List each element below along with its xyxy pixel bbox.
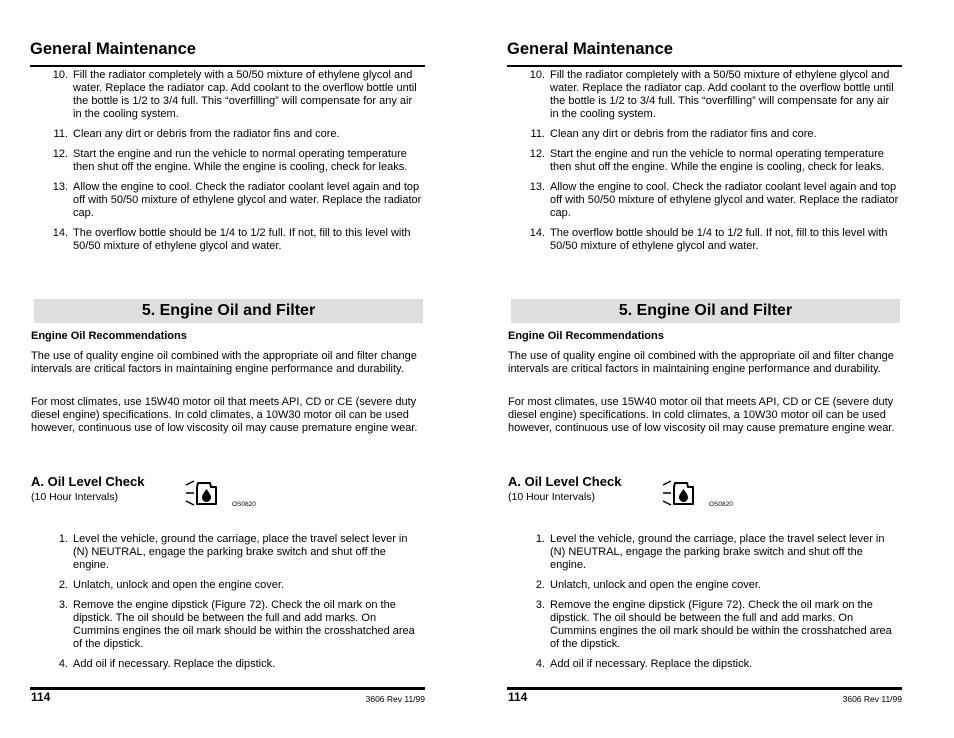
right-page — [507, 0, 902, 738]
step-number: 13. — [529, 181, 545, 193]
list-item — [30, 128, 425, 141]
document-revision: 3606 Rev 11/99 — [842, 694, 902, 704]
step-text: Allow the engine to cool. Check the radiator coolant level again and top off with 50/50 mixture of ethylene glycol and water. Replace the radiator cap. — [73, 181, 422, 219]
list-item — [507, 69, 902, 121]
engine-oil-icon — [662, 478, 696, 508]
list-item — [507, 579, 902, 592]
page-number: 114 — [31, 690, 51, 704]
step-number: 10. — [529, 69, 545, 81]
step-text: Level the vehicle, ground the carriage, place the travel select lever in (N) NEUTRAL, engage the parking brake switch and shut off the engine. — [550, 533, 885, 571]
procedure-title: A. Oil Level Check — [31, 474, 145, 489]
document-revision: 3606 Rev 11/99 — [365, 694, 425, 704]
header-rule — [507, 65, 902, 67]
section-title-band: 5. Engine Oil and Filter — [511, 299, 900, 323]
list-item — [507, 148, 902, 174]
step-number: 11. — [53, 128, 68, 140]
engine-oil-icon — [185, 478, 219, 508]
list-item — [507, 658, 902, 671]
interval-note: (10 Hour Intervals) — [508, 491, 595, 503]
list-item — [507, 181, 902, 220]
subsection-heading: Engine Oil Recommendations — [31, 330, 187, 342]
step-text: The overflow bottle should be 1/4 to 1/2 full. If not, fill to this level with 50/50 mixture of ethylene glycol and water. — [73, 227, 411, 252]
step-text: Clean any dirt or debris from the radiator fins and core. — [73, 128, 340, 140]
step-text: Allow the engine to cool. Check the radiator coolant level again and top off with 50/50 mixture of ethylene glycol and water. Replace the radiator cap. — [550, 181, 899, 219]
list-item — [507, 128, 902, 141]
section-title-band: 5. Engine Oil and Filter — [34, 299, 423, 323]
step-number: 1. — [58, 533, 68, 545]
step-number: 13. — [52, 181, 68, 193]
list-item — [30, 579, 425, 592]
list-item — [507, 599, 902, 651]
list-item — [507, 533, 902, 572]
oil-check-steps-list — [507, 533, 902, 678]
step-text: Fill the radiator completely with a 50/50 mixture of ethylene glycol and water. Replace the radiator cap. Add coolant to the overflow bottle until the bottle is 1/2 to 3/4 full. This “overfilling” will compensate for any air in the cooling system. — [550, 69, 894, 120]
oil-check-steps-list — [30, 533, 425, 678]
radiator-steps-list — [507, 69, 902, 260]
step-text: Start the engine and run the vehicle to normal operating temperature then shut off the engine. While the engine is cooling, check for leaks. — [550, 148, 885, 173]
step-text: Add oil if necessary. Replace the dipstick. — [550, 658, 753, 670]
step-number: 14. — [52, 227, 68, 239]
step-text: Clean any dirt or debris from the radiator fins and core. — [550, 128, 817, 140]
step-text: Start the engine and run the vehicle to normal operating temperature then shut off the engine. While the engine is cooling, check for leaks. — [73, 148, 408, 173]
procedure-title: A. Oil Level Check — [508, 474, 622, 489]
body-paragraph: The use of quality engine oil combined with the appropriate oil and filter change intervals are critical factors in maintaining engine performance and durability. — [508, 350, 894, 375]
step-text: Remove the engine dipstick (Figure 72). Check the oil mark on the dipstick. The oil should be between the full and add marks. On Cummins engines the oil mark should be within the crosshatched area of the dipstick. — [550, 599, 892, 650]
footer-rule — [30, 687, 425, 690]
list-item — [30, 658, 425, 671]
list-item — [30, 599, 425, 651]
left-page — [30, 0, 425, 738]
header-rule — [30, 65, 425, 67]
step-number: 12. — [529, 148, 545, 160]
step-number: 1. — [535, 533, 545, 545]
list-item — [30, 69, 425, 121]
step-number: 2. — [535, 579, 545, 591]
list-item — [507, 227, 902, 253]
step-text: Level the vehicle, ground the carriage, place the travel select lever in (N) NEUTRAL, engage the parking brake switch and shut off the engine. — [73, 533, 408, 571]
radiator-steps-list — [30, 69, 425, 260]
step-number: 14. — [529, 227, 545, 239]
body-paragraph: For most climates, use 15W40 motor oil that meets API, CD or CE (severe duty diesel engine) specifications. In cold climates, a 10W30 motor oil can be used however, continuous use of low viscosity oil may cause premature engine wear. — [508, 396, 895, 434]
footer-rule — [507, 687, 902, 690]
step-number: 11. — [530, 128, 545, 140]
step-number: 4. — [58, 658, 68, 670]
list-item — [30, 148, 425, 174]
subsection-heading: Engine Oil Recommendations — [508, 330, 664, 342]
body-paragraph: The use of quality engine oil combined with the appropriate oil and filter change intervals are critical factors in maintaining engine performance and durability. — [31, 350, 417, 375]
icon-reference-code: OS0820 — [232, 501, 256, 508]
list-item — [30, 181, 425, 220]
list-item — [30, 533, 425, 572]
step-number: 3. — [535, 599, 545, 611]
page-number: 114 — [508, 690, 528, 704]
list-item — [30, 227, 425, 253]
interval-note: (10 Hour Intervals) — [31, 491, 118, 503]
section-header: General Maintenance — [30, 40, 196, 58]
step-text: Add oil if necessary. Replace the dipstick. — [73, 658, 276, 670]
step-text: The overflow bottle should be 1/4 to 1/2 full. If not, fill to this level with 50/50 mixture of ethylene glycol and water. — [550, 227, 888, 252]
step-number: 3. — [58, 599, 68, 611]
step-number: 4. — [535, 658, 545, 670]
step-text: Unlatch, unlock and open the engine cover. — [73, 579, 284, 591]
icon-reference-code: OS0820 — [709, 501, 733, 508]
step-number: 2. — [58, 579, 68, 591]
step-text: Remove the engine dipstick (Figure 72). Check the oil mark on the dipstick. The oil should be between the full and add marks. On Cummins engines the oil mark should be within the crosshatched area of the dipstick. — [73, 599, 415, 650]
section-header: General Maintenance — [507, 40, 673, 58]
body-paragraph: For most climates, use 15W40 motor oil that meets API, CD or CE (severe duty diesel engine) specifications. In cold climates, a 10W30 motor oil can be used however, continuous use of low viscosity oil may cause premature engine wear. — [31, 396, 418, 434]
step-text: Unlatch, unlock and open the engine cover. — [550, 579, 761, 591]
step-number: 12. — [52, 148, 68, 160]
step-number: 10. — [52, 69, 68, 81]
step-text: Fill the radiator completely with a 50/50 mixture of ethylene glycol and water. Replace the radiator cap. Add coolant to the overflow bottle until the bottle is 1/2 to 3/4 full. This “overfilling” will compensate for any air in the cooling system. — [73, 69, 417, 120]
